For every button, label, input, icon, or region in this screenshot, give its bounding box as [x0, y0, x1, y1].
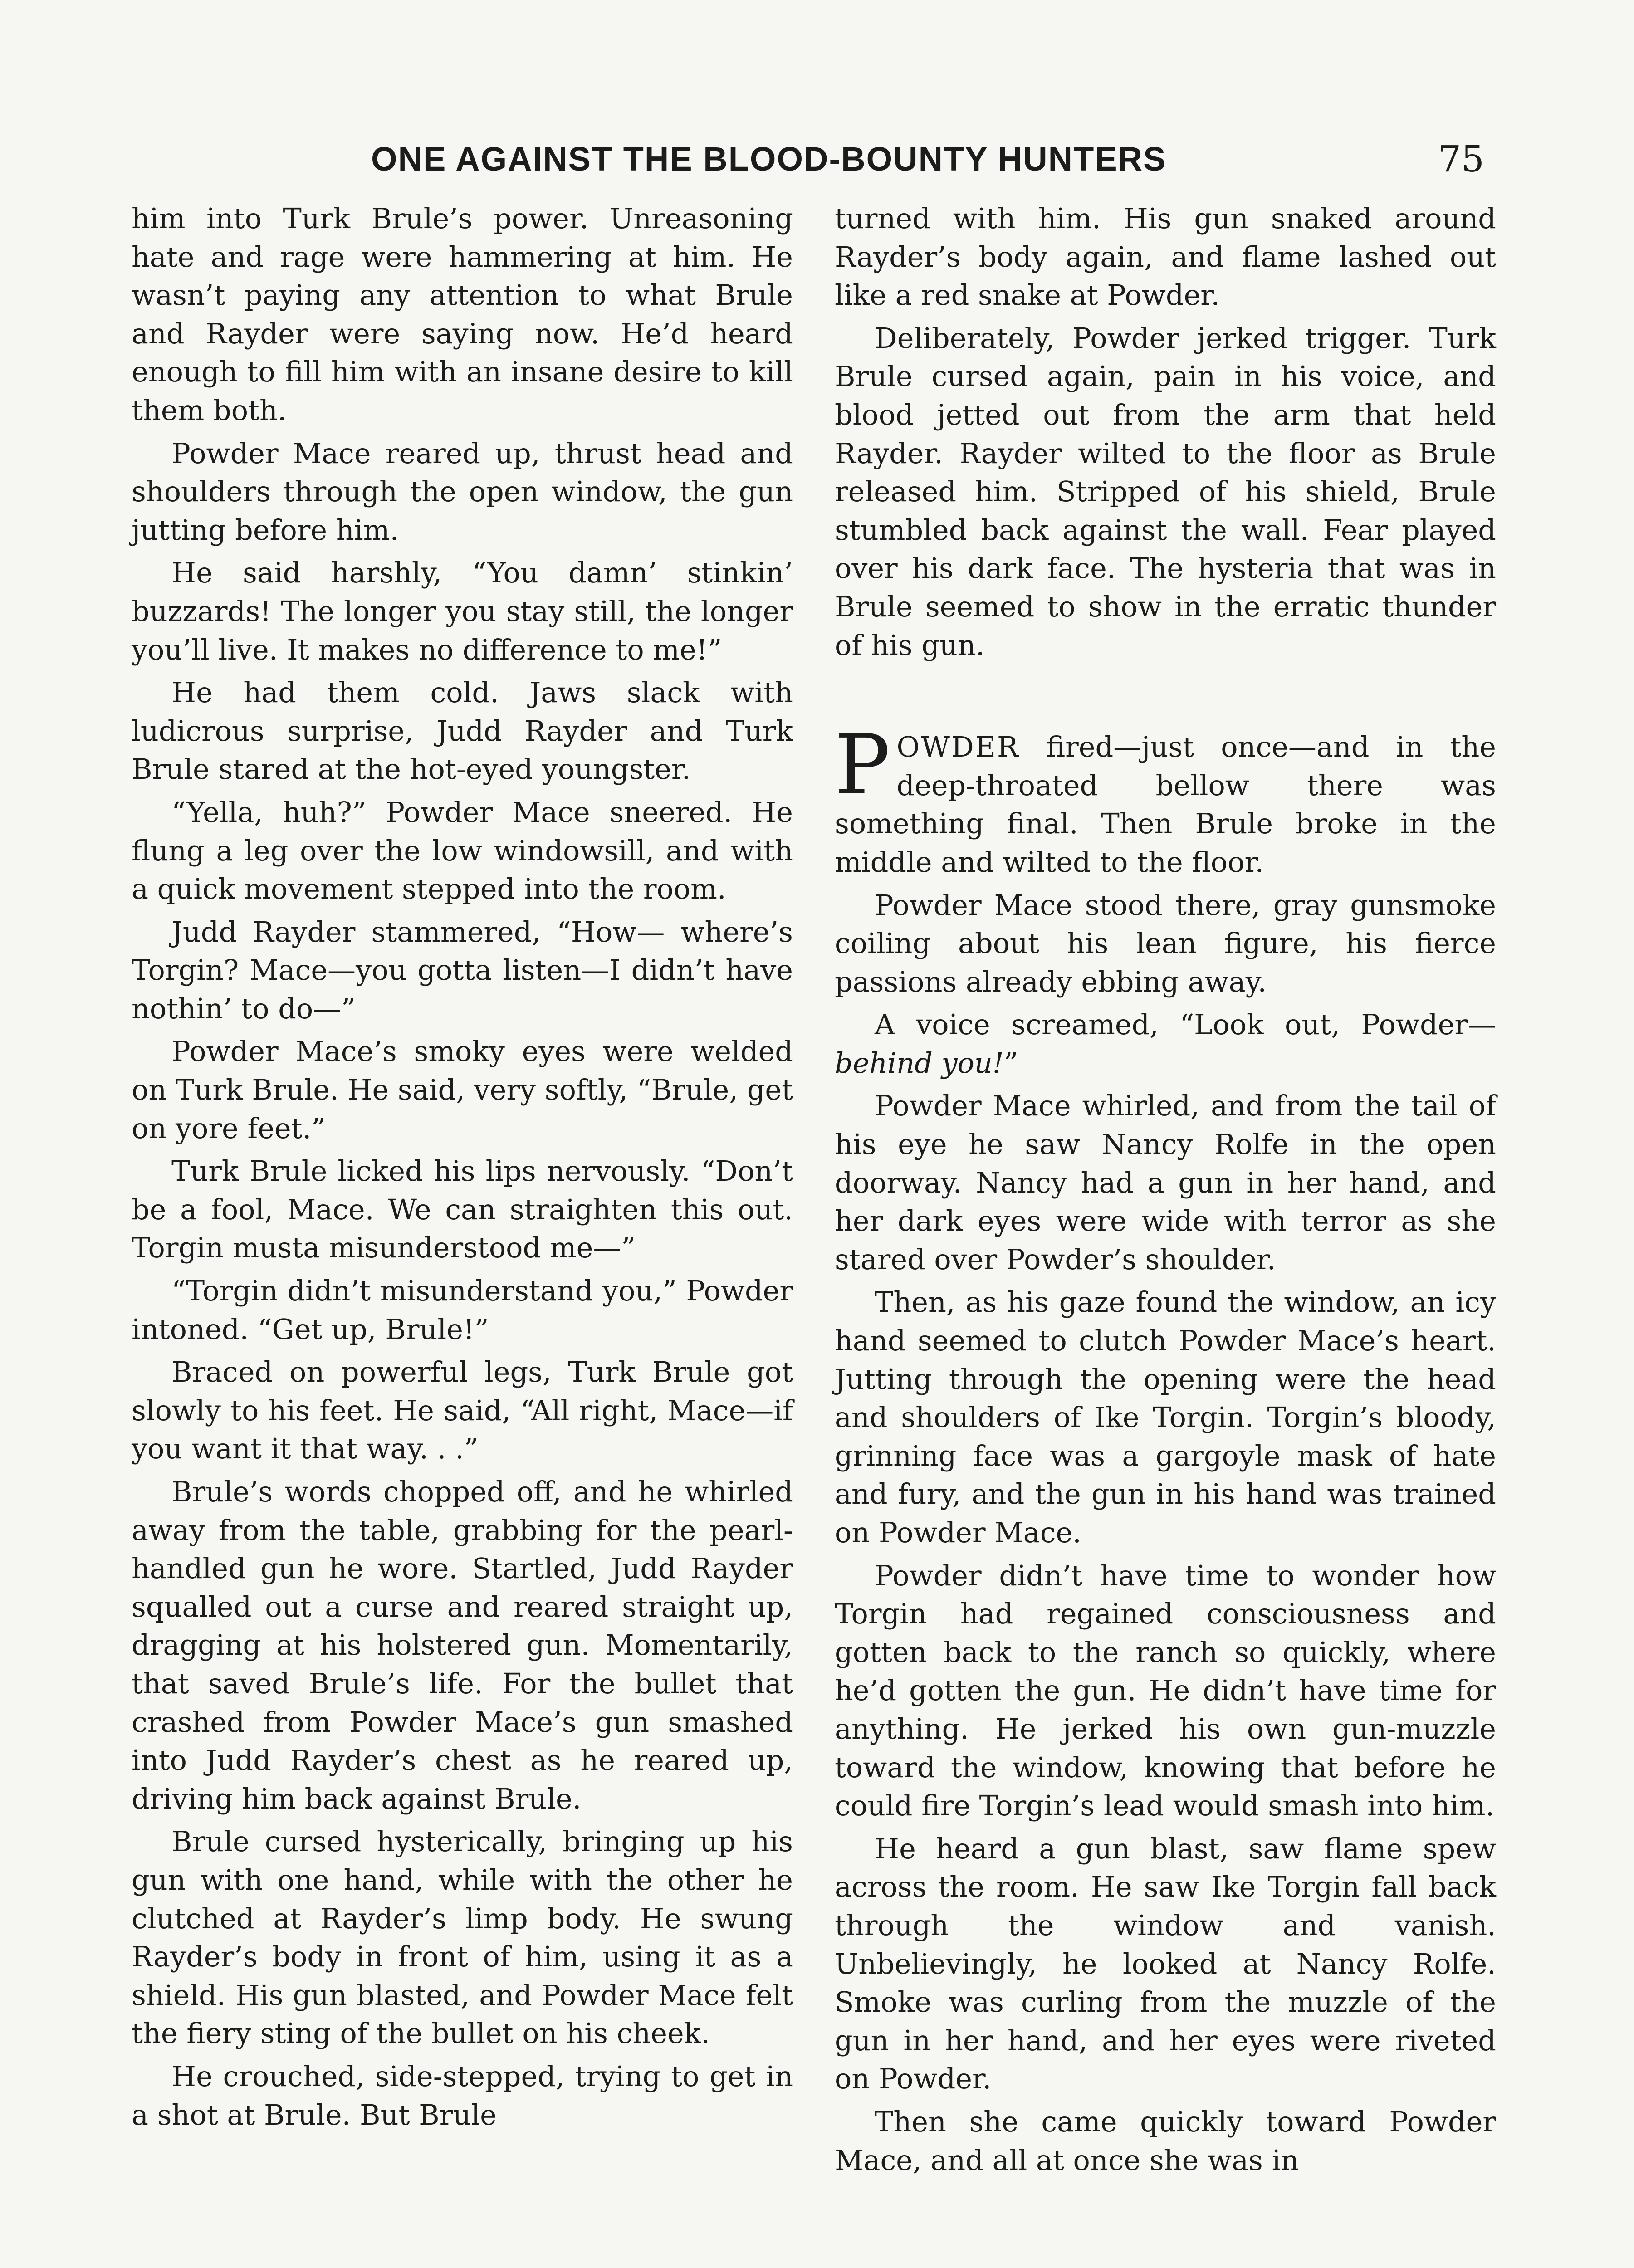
paragraph: Then, as his gaze found the window, an icy hand seemed to clutch Powder Mace’s heart. Jutting through the opening were the head and shoulders of Ike Torgin. Torgin’s bloody, grinning face was a gargoyle mask of hate and fury, and the gun in his hand was trained on Powder Mace. — [835, 1286, 1496, 1549]
paragraph: Powder Mace reared up, thrust head and shoulders through the open window, the gun jutting before him. — [132, 436, 793, 547]
paragraph-text: A voice screamed, “Look out, Powder— — [875, 1008, 1496, 1041]
paragraph: Powder Mace whirled, and from the tail of his eye he saw Nancy Rolfe in the open doorway. Nancy had a gun in her hand, and her dark eyes were wide with terror as she stared over Powder’s shoulder. — [835, 1089, 1496, 1276]
paragraph — [835, 1006, 1496, 1082]
paragraph: Powder Mace’s smoky eyes were welded on Turk Brule. He said, very softly, “Brule, get on yore feet.” — [132, 1035, 793, 1145]
paragraph: He crouched, side-stepped, trying to get in a shot at Brule. But Brule — [132, 2059, 793, 2131]
paragraph: “Torgin didn’t misunderstand you,” Powder intoned. “Get up, Brule!” — [132, 1274, 793, 1346]
paragraph: Braced on powerful legs, Turk Brule got slowly to his feet. He said, “All right, Mace—if you want it that way. . .” — [132, 1355, 793, 1466]
drop-cap: P — [835, 717, 890, 813]
paragraph: Deliberately, Powder jerked trigger. Turk Brule cursed again, pain in his voice, and blood jetted out from the arm that held Rayder. Rayder wilted to the floor as Brule released him. Stripped of his shield, Brule stumbled back against the wall. Fear played over his dark face. The hysteria that was in Brule seemed to show in the erratic thunder of his gun. — [835, 321, 1496, 662]
paragraph: He heard a gun blast, saw flame spew across the room. He saw Ike Torgin fall back through the window and vanish. Unbelievingly, he looked at Nancy Rolfe. Smoke was curling from the muzzle of the gun in her hand, and her eyes were riveted on Powder. — [835, 1832, 1496, 2096]
paragraph: Powder didn’t have time to wonder how Torgin had regained consciousness and gotten back to the ranch so quickly, where he’d gotten the gun. He didn’t have time for anything. He jerked his own gun-muzzle toward the window, knowing that before he could fire Torgin’s lead would smash into him. — [835, 1559, 1496, 1823]
paragraph: He had them cold. Jaws slack with ludicrous surprise, Judd Rayder and Turk Brule stared at the hot-eyed youngster. — [132, 676, 793, 786]
paragraph: him into Turk Brule’s power. Unreasoning hate and rage were hammering at him. He wasn’t paying any attention to what Brule and Rayder were saying now. He’d heard enough to fill him with an insane desire to kill them both. — [132, 202, 793, 427]
paragraph-text: ” — [1003, 1046, 1018, 1080]
paragraph-text: fired—just once—and in the deep-throated bellow there was something final. Then Brule broke in the middle and wilted to the floor. — [835, 730, 1496, 879]
paragraph: Powder Mace stood there, gray gunsmoke coiling about his lean figure, his fierce passions already ebbing away. — [835, 888, 1496, 998]
page-number: 75 — [1438, 138, 1484, 180]
italic-text: behind you! — [835, 1046, 1004, 1080]
right-column — [835, 200, 1496, 2268]
section-opening-paragraph — [835, 717, 1496, 881]
paragraph: Then she came quickly toward Powder Mace, and all at once she was in — [835, 2105, 1496, 2177]
paragraph: Turk Brule licked his lips nervously. “Don’t be a fool, Mace. We can straighten this out. Torgin musta misunderstood me—” — [132, 1154, 793, 1265]
paragraph: He said harshly, “You damn’ stinkin’ buzzards! The longer you stay still, the longer you’ll live. It makes no difference to me!” — [132, 556, 793, 666]
paragraph: Brule cursed hysterically, bringing up his gun with one hand, while with the other he clutched at Rayder’s limp body. He swung Rayder’s body in front of him, using it as a shield. His gun blasted, and Powder Mace felt the fiery sting of the bullet on his cheek. — [132, 1825, 793, 2050]
paragraph: Judd Rayder stammered, “How— where’s Torgin? Mace—you gotta listen—I didn’t have nothin’ to do—” — [132, 915, 793, 1025]
running-title: ONE AGAINST THE BLOOD-BOUNTY HUNTERS — [371, 140, 1167, 178]
paragraph: turned with him. His gun snaked around Rayder’s body again, and flame lashed out like a red snake at Powder. — [835, 202, 1496, 312]
lead-in-caps: OWDER — [896, 730, 1020, 764]
left-column — [132, 200, 793, 2268]
paragraph: Brule’s words chopped off, and he whirled away from the table, grabbing for the pearl-handled gun he wore. Startled, Judd Rayder squalled out a curse and reared straight up, dragging at his holstered gun. Momentarily, that saved Brule’s life. For the bullet that crashed from Powder Mace’s gun smashed into Judd Rayder’s chest as he reared up, driving him back against Brule. — [132, 1475, 793, 1815]
page-header — [0, 140, 1634, 190]
paragraph: “Yella, huh?” Powder Mace sneered. He flung a leg over the low windowsill, and with a quick movement stepped into the room. — [132, 795, 793, 906]
